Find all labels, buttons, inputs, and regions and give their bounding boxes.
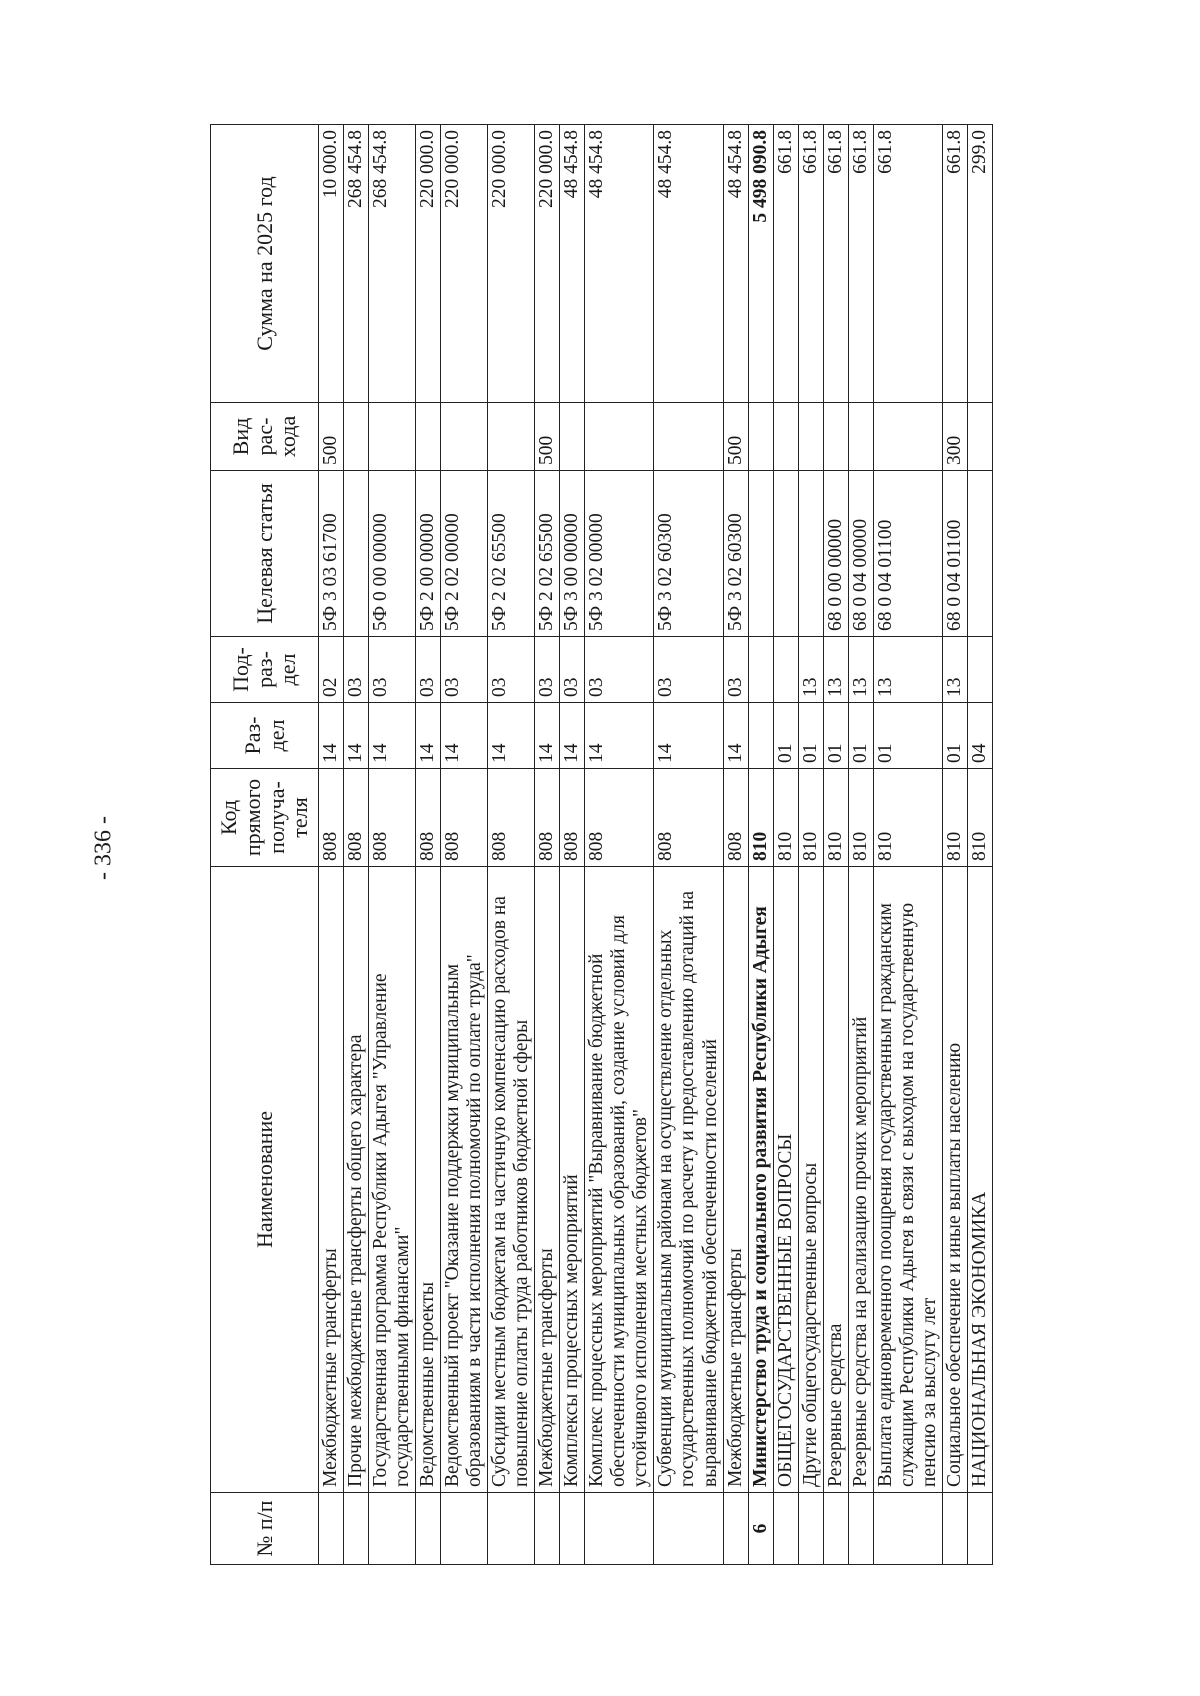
cell-num: [535, 1493, 560, 1565]
header-sum: Сумма на 2025 год: [211, 125, 319, 403]
cell-kind: 500: [723, 403, 748, 471]
cell-num: [773, 1493, 798, 1565]
header-article: Целевая статья: [211, 471, 319, 637]
table-row: [967, 125, 992, 1565]
cell-kind: [773, 403, 798, 471]
cell-kind: [798, 403, 823, 471]
cell-num: [416, 1493, 441, 1565]
cell-code: 808: [441, 769, 488, 867]
cell-article: 68 0 00 00000: [823, 471, 848, 637]
cell-sum: 10 000.0: [319, 125, 344, 403]
cell-name: Резервные средства на реализацию прочих мероприятий: [848, 867, 873, 1493]
cell-kind: 300: [942, 403, 967, 471]
cell-code: 810: [798, 769, 823, 867]
table-row: [319, 125, 344, 1565]
cell-kind: [848, 403, 873, 471]
header-subsection: Под- раз- дел: [211, 637, 319, 703]
cell-code: 810: [823, 769, 848, 867]
cell-subsection: 03: [441, 637, 488, 703]
cell-article: 5Ф 0 00 00000: [369, 471, 416, 637]
cell-sum: 5 498 090.8: [748, 125, 773, 403]
cell-kind: [560, 403, 585, 471]
table-row: [723, 125, 748, 1565]
cell-subsection: 03: [369, 637, 416, 703]
cell-name: Ведомственный проект "Оказание поддержки муниципальным образованиям в части исполнения полномочий по оплате труда": [441, 867, 488, 1493]
cell-kind: [748, 403, 773, 471]
page-number: - 336 -: [90, 816, 117, 880]
cell-name: Другие общегосударственные вопросы: [798, 867, 823, 1493]
cell-code: 808: [319, 769, 344, 867]
cell-name: Социальное обеспечение и иные выплаты населению: [942, 867, 967, 1493]
cell-num: [654, 1493, 723, 1565]
cell-code: 808: [654, 769, 723, 867]
cell-section: 01: [823, 703, 848, 769]
cell-code: 808: [369, 769, 416, 867]
cell-section: 04: [967, 703, 992, 769]
cell-num: [942, 1493, 967, 1565]
cell-name: Субсидии местным бюджетам на частичную компенсацию расходов на повышение оплаты труда работников бюджетной сферы: [488, 867, 535, 1493]
cell-sum: 299.0: [967, 125, 992, 403]
cell-num: [441, 1493, 488, 1565]
table-row: [369, 125, 416, 1565]
cell-sum: 48 454.8: [585, 125, 654, 403]
cell-subsection: 03: [344, 637, 369, 703]
cell-num: 6: [748, 1493, 773, 1565]
table-row: [416, 125, 441, 1565]
table-row: [823, 125, 848, 1565]
cell-section: 14: [344, 703, 369, 769]
cell-section: 01: [848, 703, 873, 769]
cell-num: [560, 1493, 585, 1565]
table-body: [319, 125, 993, 1565]
cell-sum: 661.8: [798, 125, 823, 403]
cell-code: 810: [942, 769, 967, 867]
cell-subsection: 03: [723, 637, 748, 703]
cell-section: 14: [585, 703, 654, 769]
cell-kind: [823, 403, 848, 471]
cell-subsection: 13: [873, 637, 942, 703]
table-row: [585, 125, 654, 1565]
cell-name: Межбюджетные трансферты: [723, 867, 748, 1493]
cell-code: 808: [585, 769, 654, 867]
cell-kind: [488, 403, 535, 471]
cell-name: Министерство труда и социального развития Республики Адыгея: [748, 867, 773, 1493]
cell-kind: [416, 403, 441, 471]
cell-article: 5Ф 3 00 00000: [560, 471, 585, 637]
cell-name: ОБЩЕГОСУДАРСТВЕННЫЕ ВОПРОСЫ: [773, 867, 798, 1493]
cell-article: 5Ф 3 02 00000: [585, 471, 654, 637]
cell-section: 01: [942, 703, 967, 769]
cell-name: Межбюджетные трансферты: [319, 867, 344, 1493]
cell-name: Выплата единовременного поощрения государственным гражданским служащим Республики Адыгея в связи с выходом на государственную пенсию за выслугу лет: [873, 867, 942, 1493]
cell-article: 5Ф 2 02 00000: [441, 471, 488, 637]
cell-subsection: [773, 637, 798, 703]
table-row: [344, 125, 369, 1565]
cell-name: Ведомственные проекты: [416, 867, 441, 1493]
table-row: [748, 125, 773, 1565]
cell-kind: [967, 403, 992, 471]
table-row: [942, 125, 967, 1565]
cell-subsection: 03: [488, 637, 535, 703]
cell-article: 68 0 04 00000: [848, 471, 873, 637]
cell-section: 01: [873, 703, 942, 769]
cell-num: [369, 1493, 416, 1565]
cell-section: [748, 703, 773, 769]
cell-code: 808: [723, 769, 748, 867]
cell-section: 14: [560, 703, 585, 769]
cell-sum: 661.8: [773, 125, 798, 403]
cell-subsection: 03: [416, 637, 441, 703]
cell-sum: 661.8: [942, 125, 967, 403]
cell-kind: [873, 403, 942, 471]
cell-kind: [441, 403, 488, 471]
cell-code: 810: [967, 769, 992, 867]
cell-kind: [654, 403, 723, 471]
cell-subsection: 03: [654, 637, 723, 703]
table-row: [441, 125, 488, 1565]
cell-kind: 500: [535, 403, 560, 471]
table-row: [773, 125, 798, 1565]
cell-kind: [344, 403, 369, 471]
cell-sum: 48 454.8: [654, 125, 723, 403]
cell-article: 5Ф 3 02 60300: [723, 471, 748, 637]
header-name: Наименование: [211, 867, 319, 1493]
cell-name: Резервные средства: [823, 867, 848, 1493]
cell-subsection: 03: [560, 637, 585, 703]
cell-section: 14: [441, 703, 488, 769]
cell-code: 808: [560, 769, 585, 867]
budget-table: [210, 124, 993, 1565]
header-code: Код прямого получа- теля: [211, 769, 319, 867]
cell-num: [723, 1493, 748, 1565]
cell-code: 808: [535, 769, 560, 867]
cell-sum: 661.8: [848, 125, 873, 403]
cell-num: [488, 1493, 535, 1565]
cell-subsection: 02: [319, 637, 344, 703]
cell-section: 01: [798, 703, 823, 769]
cell-name: Комплексы процессных мероприятий: [560, 867, 585, 1493]
cell-article: [798, 471, 823, 637]
cell-num: [848, 1493, 873, 1565]
rotated-table-container: [210, 125, 1160, 1565]
table-row: [848, 125, 873, 1565]
cell-sum: 48 454.8: [723, 125, 748, 403]
table-row: [560, 125, 585, 1565]
table-row: [535, 125, 560, 1565]
cell-sum: 661.8: [823, 125, 848, 403]
cell-subsection: 03: [585, 637, 654, 703]
cell-kind: 500: [319, 403, 344, 471]
cell-sum: 268 454.8: [369, 125, 416, 403]
cell-name: Прочие межбюджетные трансферты общего характера: [344, 867, 369, 1493]
cell-num: [319, 1493, 344, 1565]
header-num: № п/п: [211, 1493, 319, 1565]
cell-article: 68 0 04 01100: [873, 471, 942, 637]
cell-article: 5Ф 2 00 00000: [416, 471, 441, 637]
cell-subsection: 13: [798, 637, 823, 703]
cell-num: [585, 1493, 654, 1565]
cell-article: [748, 471, 773, 637]
cell-sum: 268 454.8: [344, 125, 369, 403]
cell-section: 14: [319, 703, 344, 769]
cell-code: 810: [773, 769, 798, 867]
cell-section: 14: [488, 703, 535, 769]
cell-num: [823, 1493, 848, 1565]
cell-article: 5Ф 3 03 61700: [319, 471, 344, 637]
cell-sum: 220 000.0: [441, 125, 488, 403]
cell-section: 14: [723, 703, 748, 769]
cell-subsection: [748, 637, 773, 703]
table-header-row: [211, 125, 319, 1565]
table-row: [654, 125, 723, 1565]
cell-article: [344, 471, 369, 637]
cell-subsection: 03: [535, 637, 560, 703]
cell-num: [798, 1493, 823, 1565]
cell-sum: 220 000.0: [535, 125, 560, 403]
cell-article: [967, 471, 992, 637]
cell-kind: [585, 403, 654, 471]
cell-code: 808: [416, 769, 441, 867]
header-kind: Вид рас- хода: [211, 403, 319, 471]
cell-article: 5Ф 2 02 65500: [535, 471, 560, 637]
cell-name: Комплекс процессных мероприятий "Выравнивание бюджетной обеспеченности муниципальных образований, создание условий для устойчивого исполнения местных бюджетов": [585, 867, 654, 1493]
cell-code: 808: [488, 769, 535, 867]
cell-kind: [369, 403, 416, 471]
cell-section: 14: [416, 703, 441, 769]
cell-code: 810: [748, 769, 773, 867]
cell-article: [773, 471, 798, 637]
cell-name: Субвенции муниципальным районам на осуществление отдельных государственных полномочий по расчету и предоставлению дотаций на выравнивание бюджетной обеспеченности поселений: [654, 867, 723, 1493]
cell-name: Межбюджетные трансферты: [535, 867, 560, 1493]
cell-subsection: 13: [823, 637, 848, 703]
cell-section: 14: [654, 703, 723, 769]
cell-code: 808: [344, 769, 369, 867]
cell-subsection: 13: [942, 637, 967, 703]
table-row: [488, 125, 535, 1565]
cell-article: 68 0 04 01100: [942, 471, 967, 637]
cell-sum: 220 000.0: [416, 125, 441, 403]
table-row: [798, 125, 823, 1565]
cell-sum: 220 000.0: [488, 125, 535, 403]
cell-sum: 661.8: [873, 125, 942, 403]
cell-sum: 48 454.8: [560, 125, 585, 403]
cell-name: НАЦИОНАЛЬНАЯ ЭКОНОМИКА: [967, 867, 992, 1493]
cell-section: 14: [535, 703, 560, 769]
table-row: [873, 125, 942, 1565]
cell-num: [967, 1493, 992, 1565]
cell-num: [873, 1493, 942, 1565]
cell-section: 01: [773, 703, 798, 769]
cell-name: Государственная программа Республики Адыгея "Управление государственными финансами": [369, 867, 416, 1493]
cell-code: 810: [873, 769, 942, 867]
header-section: Раз- дел: [211, 703, 319, 769]
cell-section: 14: [369, 703, 416, 769]
cell-code: 810: [848, 769, 873, 867]
cell-num: [344, 1493, 369, 1565]
cell-article: 5Ф 2 02 65500: [488, 471, 535, 637]
cell-subsection: [967, 637, 992, 703]
cell-article: 5Ф 3 02 60300: [654, 471, 723, 637]
cell-subsection: 13: [848, 637, 873, 703]
